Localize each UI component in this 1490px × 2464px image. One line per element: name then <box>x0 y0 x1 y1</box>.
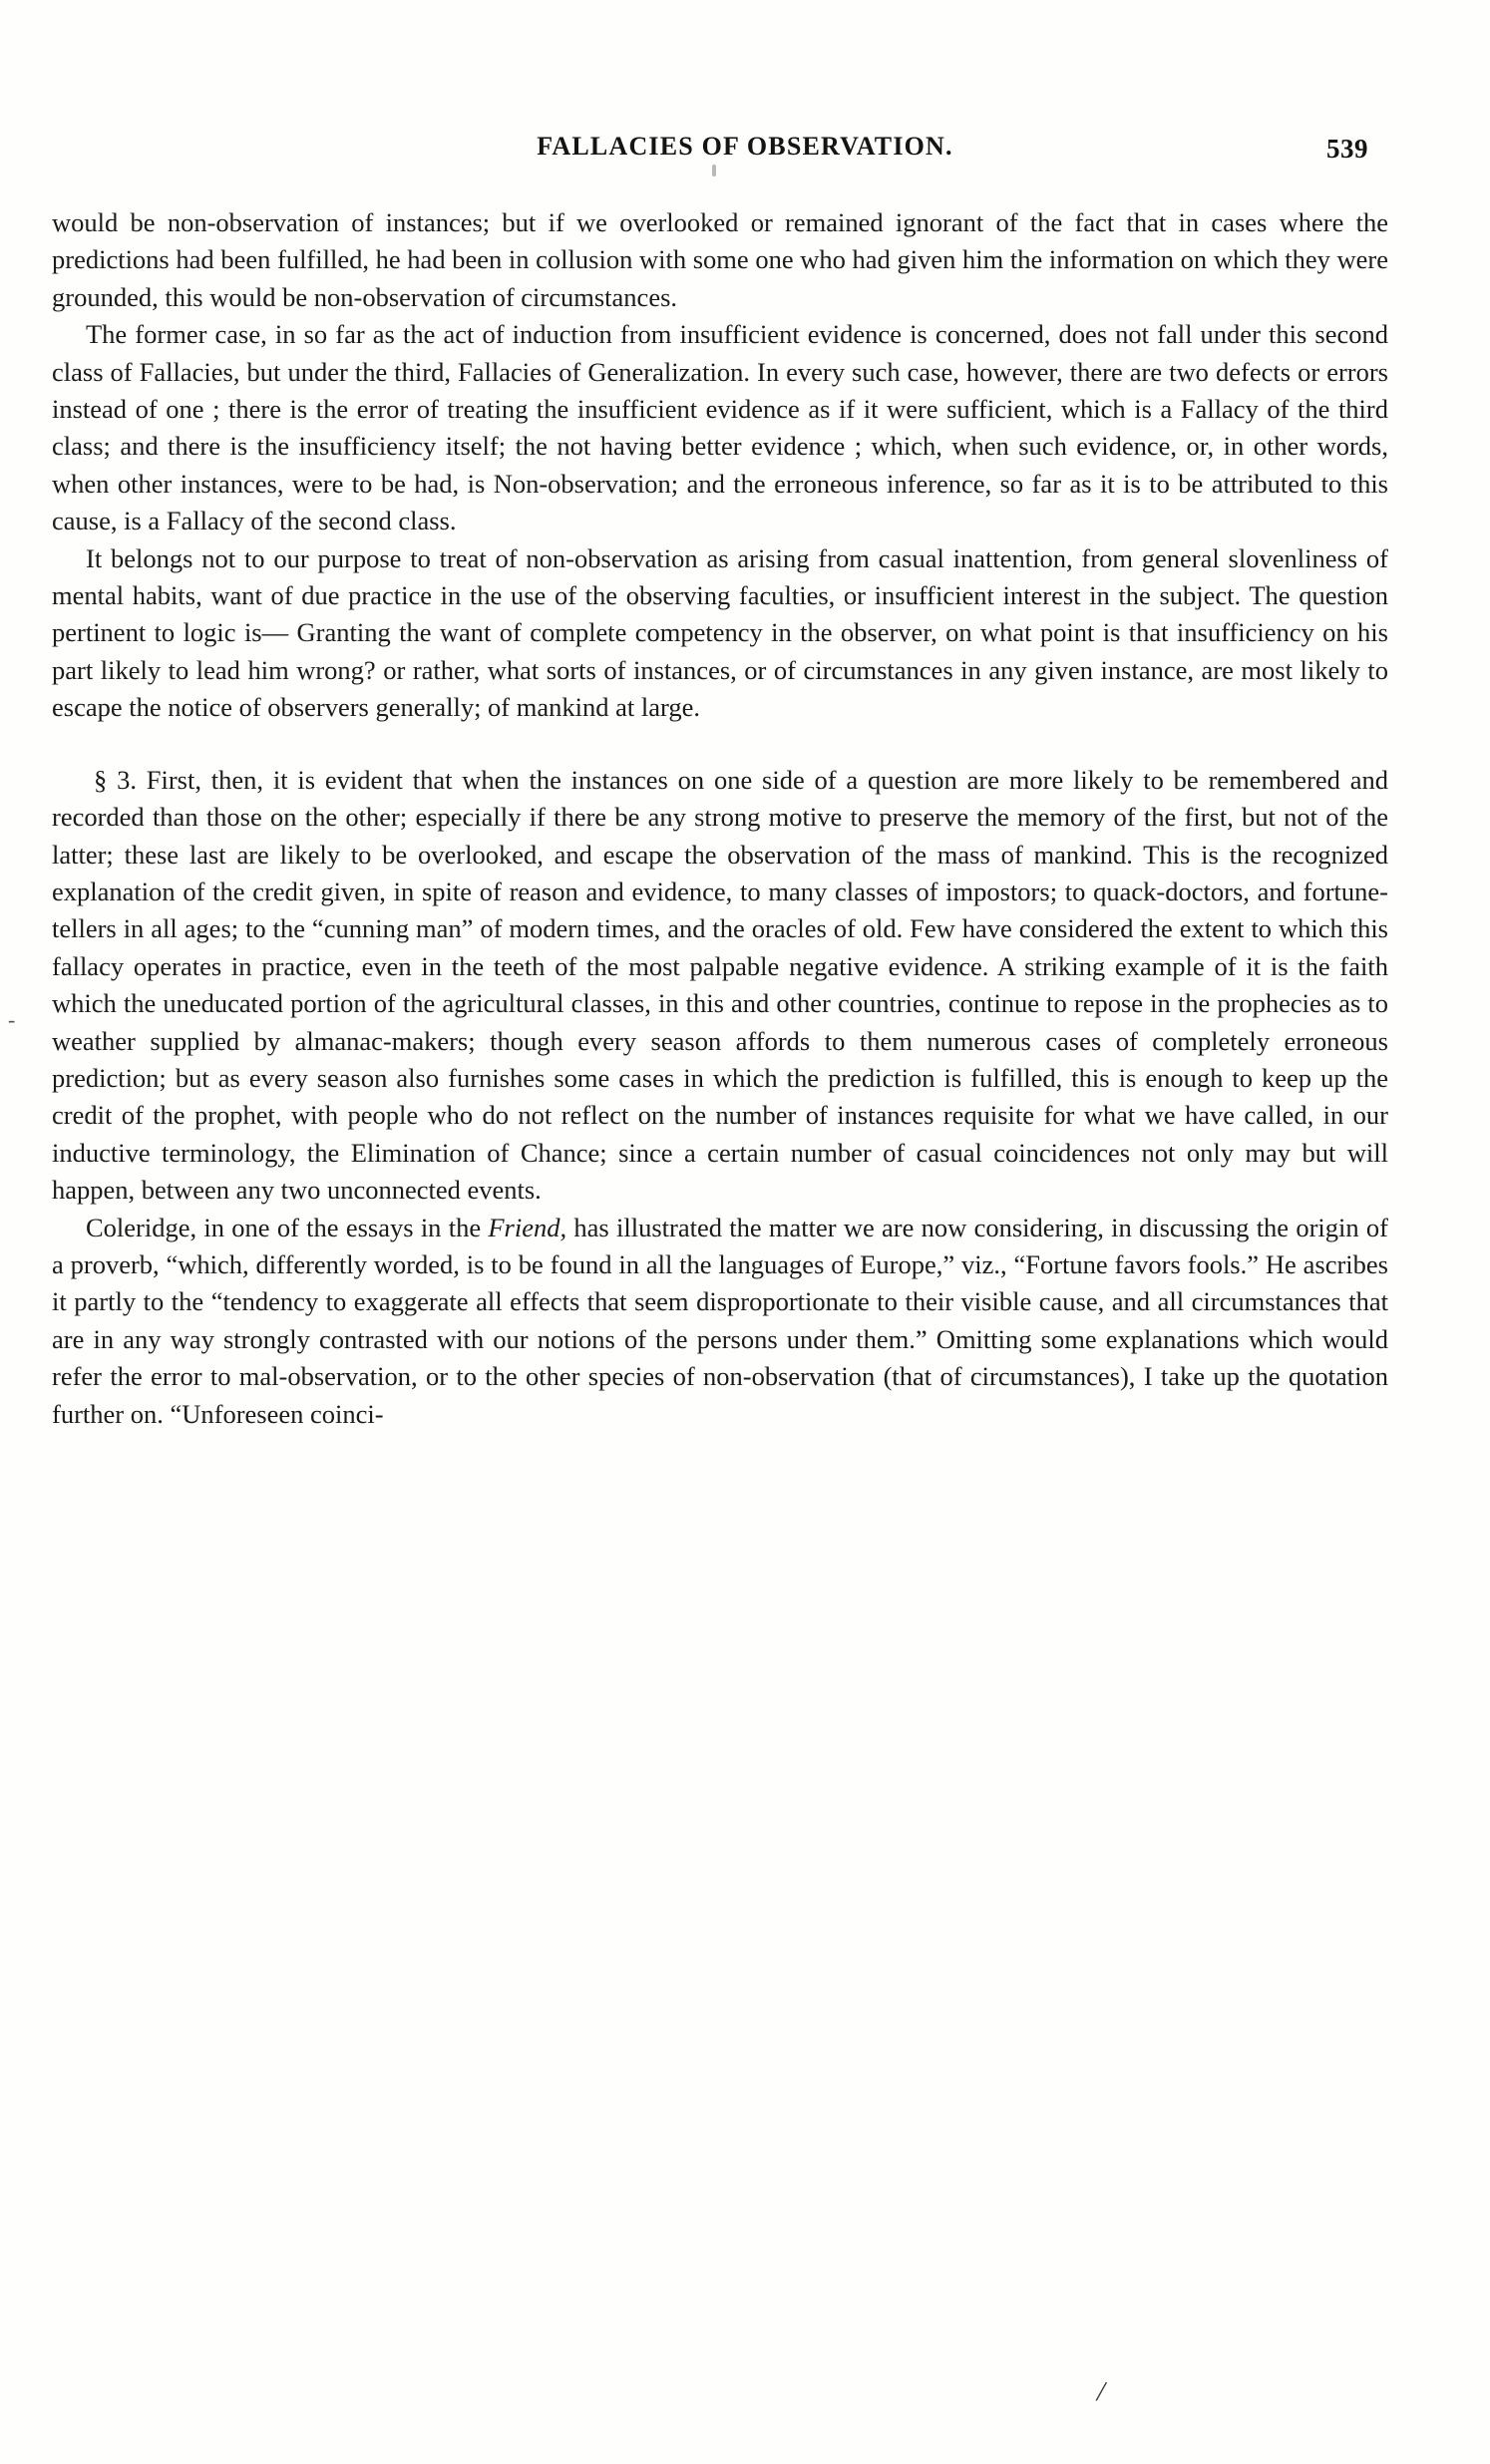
page-number: 539 <box>1326 134 1368 164</box>
ink-speck <box>712 165 716 176</box>
paragraph-coleridge <box>52 1210 1388 1433</box>
paragraph-3: It belongs not to our purpose to treat of non-observation as arising from casual inattention, from general slovenliness of mental habits, want of due practice in the use of the observing faculties, or insufficient interest in the subject. The question pertinent to logic is— Granting the want of complete competency in the observer, on what point is that insufficiency on his part likely to lead him wrong? or rather, what sorts of instances, or of circumstances in any given instance, are most likely to escape the notice of observers generally; of mankind at large. <box>52 542 1388 723</box>
running-head: FALLACIES OF OBSERVATION. <box>537 132 953 161</box>
coleridge-rest: has illustrated the matter we are now considering, in discussing the origin of a proverb, “which, differently worded, is to be found in all the languages of Europe,” viz., “Fortune favors fools.” He ascribes it partly to the “tendency to exaggerate all effects that seem disproportionate to their visible cause, and all circumstances that are in any way strongly contrasted with our notions of the persons under them.” Omitting some explanations which would refer the error to mal-observation, or to the other species of non-observation (that of circumstances), I take up the quotation further on. “Unforeseen coinci- <box>52 1212 1388 1429</box>
text-column <box>52 204 1388 1433</box>
coleridge-lead: Coleridge, in one of the essays in the <box>86 1212 489 1242</box>
work-title-friend: Friend, <box>488 1212 567 1242</box>
page-header <box>0 132 1490 172</box>
margin-mark: - <box>8 1007 16 1032</box>
paragraph-1: would be non-observation of instances; but if we overlooked or remained ignorant of the fact that in cases where the predictions had been fulfilled, he had been in collusion with some one who had given him the information on which they were grounded, this would be non-observation of circumstances. <box>52 207 1388 312</box>
paragraph-section-3: § 3. First, then, it is evident that when the instances on one side of a question are more likely to be remembered and recorded than those on the other; especially if there be any strong motive to preserve the memory of the first, but not of the latter; these last are likely to be overlooked, and escape the observation of the mass of mankind. This is the recognized explanation of the credit given, in spite of reason and evidence, to many classes of impostors; to quack-doctors, and fortune-tellers in all ages; to the “cunning man” of modern times, and the oracles of old. Few have considered the extent to which this fallacy operates in practice, even in the teeth of the most palpable negative evidence. A striking example of it is the faith which the uneducated portion of the agricultural classes, in this and other countries, continue to repose in the prophecies as to weather supplied by almanac-makers; though every season affords to them numerous cases of completely erroneous prediction; but as every season also furnishes some cases in which the prediction is fulfilled, this is enough to keep up the credit of the prophet, with people who do not reflect on the number of instances requisite for what we have called, in our inductive terminology, the Elimination of Chance; since a certain number of casual coincidences not only may but will happen, between any two unconnected events. <box>52 764 1388 1206</box>
text-block <box>52 204 1438 1433</box>
paragraph-2: The former case, in so far as the act of induction from insufficient evidence is concerned, does not fall under this second class of Fallacies, but under the third, Fallacies of Generalization. In every such case, however, there are two defects or errors instead of one ; there is the error of treating the insufficient evidence as if it were sufficient, which is a Fallacy of the third class; and there is the insufficiency itself; the not having better evidence ; which, when such evidence, or, in other words, when other instances, were to be had, is Non-observation; and the erroneous inference, so far as it is to be attributed to this cause, is a Fallacy of the second class. <box>52 319 1388 536</box>
bottom-ink-mark: / <box>1094 2374 1109 2409</box>
